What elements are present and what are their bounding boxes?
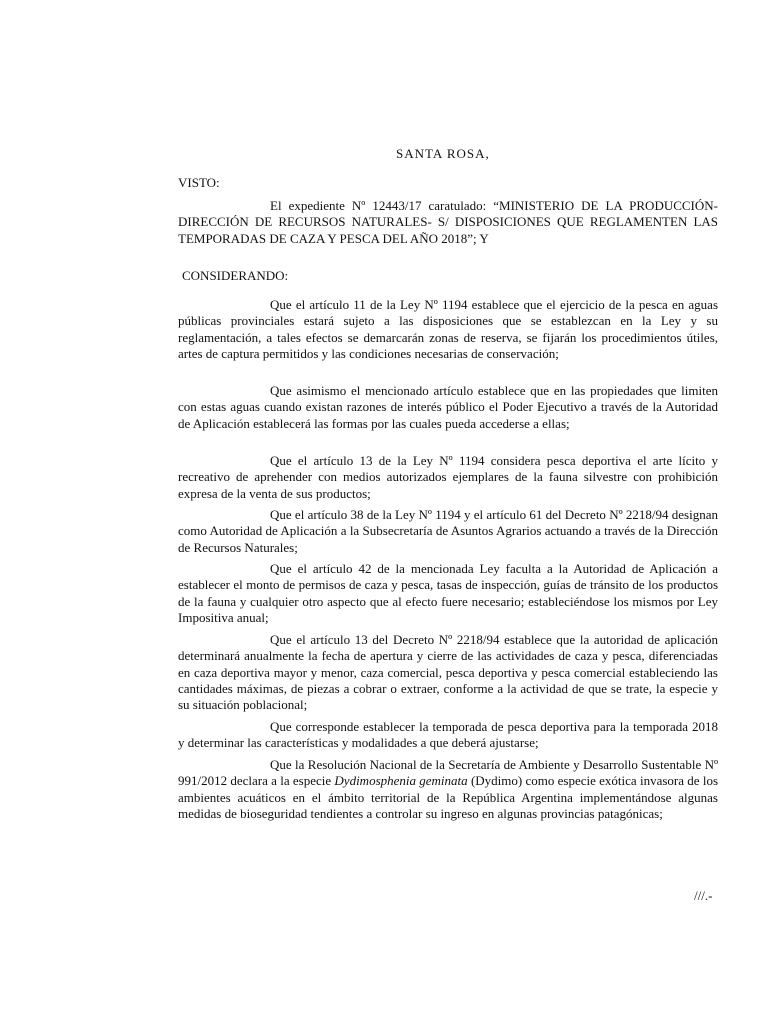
- considerando-paragraph-3: Que el artículo 13 de la Ley Nº 1194 considera pesca deportiva el arte lícito y recreativo de aprehender con medios autorizados ejemplares de la fauna silvestre con prohibición expresa de la venta de sus productos;: [178, 453, 718, 501]
- continuation-mark: ///.-: [694, 888, 713, 903]
- considerando-paragraph-7: Que corresponde establecer la temporada de pesca deportiva para la temporada 2018 y determinar las características y modalidades a que deberá ajustarse;: [178, 719, 718, 751]
- considerando-paragraph-2: Que asimismo el mencionado artículo establece que en las propiedades que limiten con estas aguas cuando existan razones de interés público el Poder Ejecutivo a través de la Autoridad de Aplicación establecerá las formas por las cuales pueda accederse a ellas;: [178, 383, 718, 431]
- paragraph-text-end: (Dydimo) como especie exótica invasora de los ambientes acuáticos en el ámbito territorial de la República Argentina implementándose algunas medidas de bioseguridad tendientes a controlar su ingreso en algunas provincias patagónicas;: [178, 773, 718, 821]
- visto-paragraph: El expediente Nº 12443/17 caratulado: “MINISTERIO DE LA PRODUCCIÓN- DIRECCIÓN DE RECURSOS NATURALES- S/ DISPOSICIONES QUE REGLAMENTEN LAS TEMPORADAS DE CAZA Y PESCA DEL AÑO 2018”; Y: [178, 198, 718, 246]
- paragraph-text-start: Que la Resolución Nacional de la Secretaría de Ambiente y Desarrollo Sustentable Nº 991/2012 declara a la especie: [178, 757, 718, 789]
- species-name: Dydimosphenia geminata: [334, 773, 468, 789]
- visto-label: VISTO:: [178, 175, 220, 190]
- considerando-paragraph-4: Que el artículo 38 de la Ley Nº 1194 y el artículo 61 del Decreto Nº 2218/94 designan como Autoridad de Aplicación a la Subsecretaría de Asuntos Agrarios actuando a través de la Dirección de Recursos Naturales;: [178, 507, 718, 555]
- considerando-paragraph-6: Que el artículo 13 del Decreto Nº 2218/94 establece que la autoridad de aplicación determinará anualmente la fecha de apertura y cierre de las actividades de caza y pesca, diferenciadas en caza deportiva mayor y menor, caza comercial, pesca deportiva y pesca comercial estableciendo las cantidades máximas, de piezas a cobrar o extraer, conforme a la actividad de que se trate, la especie y su situación poblacional;: [178, 632, 718, 713]
- considerando-paragraph-8: [178, 757, 718, 822]
- considerando-paragraph-5: Que el artículo 42 de la mencionada Ley faculta a la Autoridad de Aplicación a establecer el monto de permisos de caza y pesca, tasas de inspección, guías de tránsito de los productos de la fauna y cualquier otro aspecto que al efecto fuere necesario; estableciéndose los mismos por Ley Impositiva anual;: [178, 561, 718, 625]
- considerando-paragraph-1: Que el artículo 11 de la Ley Nº 1194 establece que el ejercicio de la pesca en aguas públicas provinciales estará sujeto a las disposiciones que se establezcan en la Ley y su reglamentación, a tales efectos se demarcarán zonas de reserva, se fijarán los procedimientos útiles, artes de captura permitidos y las condiciones necesarias de conservación;: [178, 297, 718, 361]
- considerando-label: CONSIDERANDO:: [182, 268, 289, 283]
- city-heading: SANTA ROSA,: [396, 146, 490, 161]
